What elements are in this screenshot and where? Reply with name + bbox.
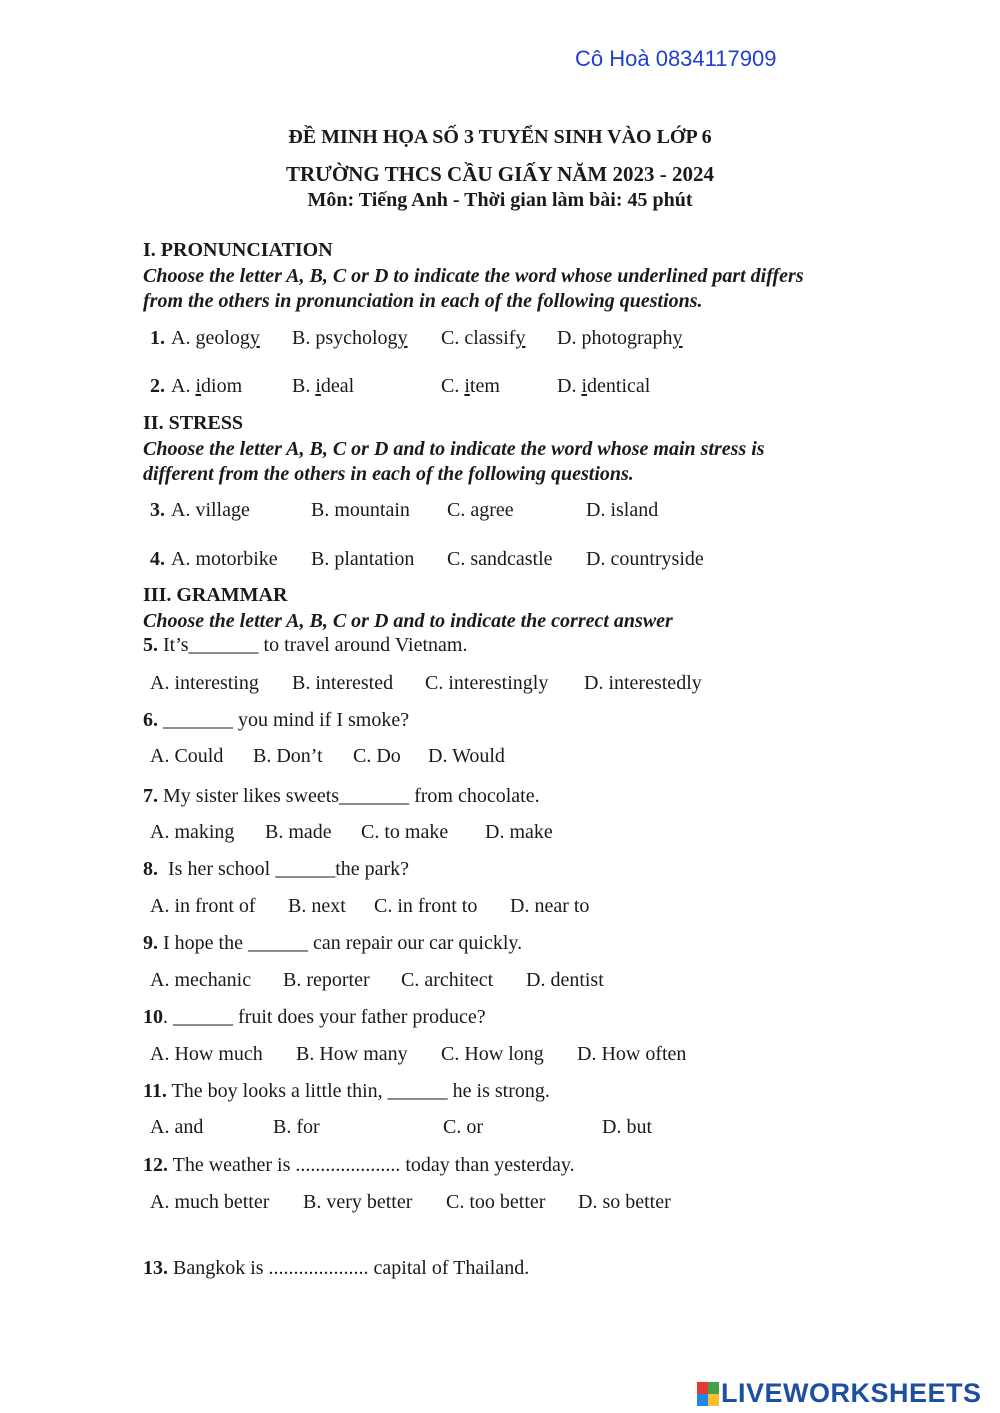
q2-option-d[interactable]: D. identical	[557, 375, 651, 397]
underlined-letter: y	[397, 327, 408, 349]
section-stress-instruction-2: different from the others in each of the following questions.	[143, 463, 634, 485]
subject-line: Môn: Tiếng Anh - Thời gian làm bài: 45 phút	[307, 189, 693, 211]
q3-option-a[interactable]: A. village	[171, 499, 250, 521]
q4-option-d[interactable]: D. countryside	[586, 548, 704, 570]
q6-option-c[interactable]: C. Do	[353, 745, 401, 767]
q10-option-d[interactable]: D. How often	[577, 1043, 687, 1065]
question-3: 3.	[150, 499, 165, 521]
q6-option-d[interactable]: D. Would	[428, 745, 505, 767]
q2-option-b[interactable]: B. ideal	[292, 375, 355, 397]
question-number: 1.	[150, 327, 165, 349]
section-grammar-instruction: Choose the letter A, B, C or D and to indicate the correct answer	[143, 610, 673, 632]
q11-option-a[interactable]: A. and	[150, 1116, 204, 1138]
q3-option-c[interactable]: C. agree	[447, 499, 514, 521]
question-number: 2.	[150, 375, 165, 397]
section-pronunciation-instruction: Choose the letter A, B, C or D to indicate the word whose underlined part differs	[143, 265, 804, 287]
q7-option-b[interactable]: B. made	[265, 821, 332, 843]
exam-title: ĐỀ MINH HỌA SỐ 3 TUYỂN SINH VÀO LỚP 6	[288, 126, 712, 148]
question-12: 12. The weather is ..................... today than yesterday.	[143, 1154, 575, 1176]
q2-option-a[interactable]: A. idiom	[171, 375, 243, 397]
question-1	[150, 327, 165, 350]
q1-option-c[interactable]: C. classify	[441, 327, 526, 349]
liveworksheets-logo	[697, 1378, 982, 1409]
q7-option-c[interactable]: C. to make	[361, 821, 449, 843]
question-9: 9. I hope the ______ can repair our car quickly.	[143, 932, 523, 954]
q8-option-c[interactable]: C. in front to	[374, 895, 478, 917]
question-4: 4.	[150, 548, 165, 570]
q12-option-d[interactable]: D. so better	[578, 1191, 671, 1213]
q12-option-b[interactable]: B. very better	[303, 1191, 413, 1213]
q1-option-b[interactable]: B. psychology	[292, 327, 408, 349]
question-8: 8. Is her school ______the park?	[143, 858, 410, 880]
question-10: 10. ______ fruit does your father produce?	[143, 1006, 486, 1028]
section-pronunciation-title: I. PRONUNCIATION	[143, 239, 333, 261]
q5-option-c[interactable]: C. interestingly	[425, 672, 549, 694]
question-5: 5. It’s_______ to travel around Vietnam.	[143, 634, 468, 656]
q7-option-d[interactable]: D. make	[485, 821, 553, 843]
q11-option-d[interactable]: D. but	[602, 1116, 652, 1138]
question-2	[150, 375, 165, 398]
q2-option-c[interactable]: C. item	[441, 375, 500, 397]
question-13: 13. Bangkok is .................... capital of Thailand.	[143, 1257, 530, 1279]
q5-option-d[interactable]: D. interestedly	[584, 672, 702, 694]
q3-option-d[interactable]: D. island	[586, 499, 659, 521]
school-title: TRƯỜNG THCS CẦU GIẤY NĂM 2023 - 2024	[286, 162, 714, 186]
q1-option-a[interactable]: A. geology	[171, 327, 260, 349]
section-stress-instruction: Choose the letter A, B, C or D and to indicate the word whose main stress is	[143, 438, 765, 460]
q10-option-b[interactable]: B. How many	[296, 1043, 408, 1065]
logo-text: LIVEWORKSHEETS	[721, 1378, 982, 1408]
section-grammar-title: III. GRAMMAR	[143, 584, 288, 606]
q8-option-b[interactable]: B. next	[288, 895, 346, 917]
underlined-letter: y	[515, 327, 526, 349]
q11-option-b[interactable]: B. for	[273, 1116, 320, 1138]
q8-option-d[interactable]: D. near to	[510, 895, 590, 917]
q5-option-a[interactable]: A. interesting	[150, 672, 259, 694]
q6-option-a[interactable]: A. Could	[150, 745, 224, 767]
q4-option-a[interactable]: A. motorbike	[171, 548, 278, 570]
q9-option-d[interactable]: D. dentist	[526, 969, 604, 991]
q1-option-d[interactable]: D. photography	[557, 327, 683, 349]
q8-option-a[interactable]: A. in front of	[150, 895, 256, 917]
q9-option-b[interactable]: B. reporter	[283, 969, 370, 991]
section-pronunciation-instruction-2: from the others in pronunciation in each of the following questions.	[143, 290, 703, 312]
q6-option-b[interactable]: B. Don’t	[253, 745, 323, 767]
question-6: 6. _______ you mind if I smoke?	[143, 709, 410, 731]
q12-option-c[interactable]: C. too better	[446, 1191, 546, 1213]
q10-option-c[interactable]: C. How long	[441, 1043, 544, 1065]
section-stress-title: II. STRESS	[143, 412, 244, 434]
underlined-letter: y	[249, 327, 260, 349]
q11-option-c[interactable]: C. or	[443, 1116, 483, 1138]
q4-option-c[interactable]: C. sandcastle	[447, 548, 553, 570]
q4-option-b[interactable]: B. plantation	[311, 548, 415, 570]
q5-option-b[interactable]: B. interested	[292, 672, 394, 694]
q9-option-c[interactable]: C. architect	[401, 969, 494, 991]
q12-option-a[interactable]: A. much better	[150, 1191, 270, 1213]
logo-mark-icon	[697, 1382, 719, 1406]
q7-option-a[interactable]: A. making	[150, 821, 235, 843]
teacher-contact: Cô Hoà 0834117909	[575, 46, 777, 71]
q10-option-a[interactable]: A. How much	[150, 1043, 263, 1065]
underlined-letter: y	[672, 327, 683, 349]
q9-option-a[interactable]: A. mechanic	[150, 969, 252, 991]
question-7: 7. My sister likes sweets_______ from chocolate.	[143, 785, 540, 807]
question-11: 11. The boy looks a little thin, ______ he is strong.	[143, 1080, 550, 1102]
q3-option-b[interactable]: B. mountain	[311, 499, 410, 521]
